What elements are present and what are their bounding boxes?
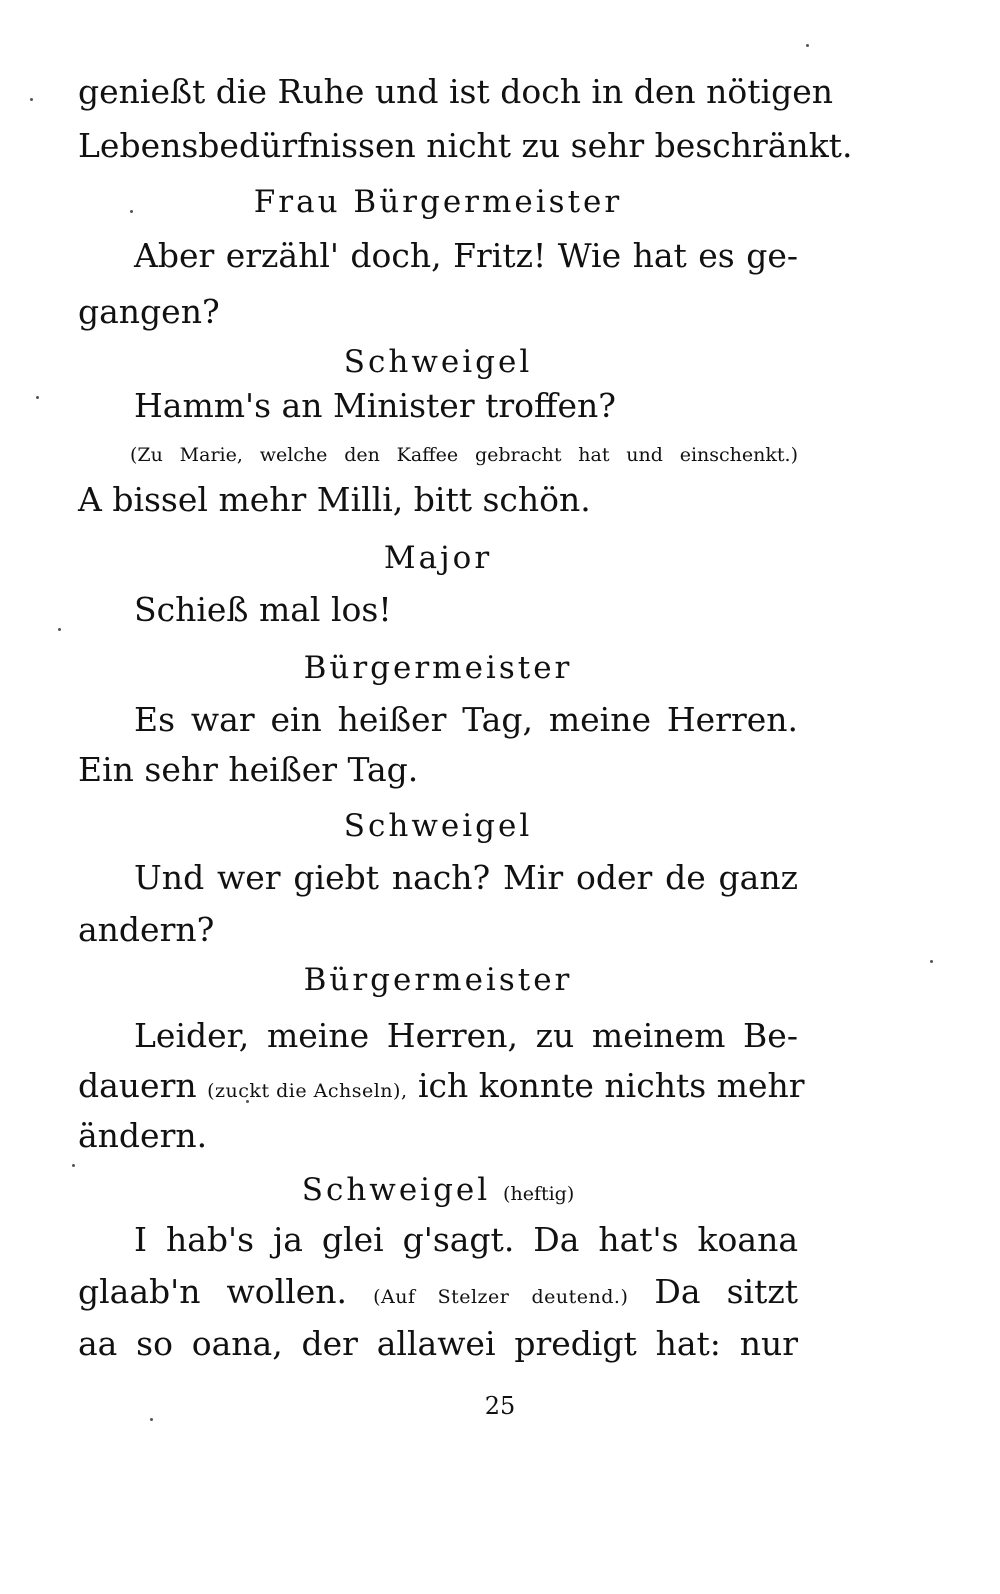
stage-direction: (Zu Marie, welche den Kaffee gebracht hat und einschenkt.) (130, 444, 798, 466)
text-line: aa so oana, der allawei predigt hat: nur (78, 1324, 798, 1363)
speaker-line (78, 1170, 798, 1214)
text-line: gangen? (78, 292, 220, 331)
text-line: Ein sehr heißer Tag. (78, 750, 419, 789)
text-line: A bissel mehr Milli, bitt schön. (78, 480, 591, 519)
text-line (78, 1272, 798, 1317)
speaker-name: Frau Bürgermeister (253, 184, 623, 220)
text-line: I hab's ja glei g'sagt. Da hat's koana (134, 1220, 798, 1259)
page-number: 25 (484, 1392, 516, 1420)
text-fragment: Da sitzt (654, 1272, 798, 1311)
text-fragment: dauern (78, 1066, 197, 1105)
speaker-name: Major (383, 540, 493, 576)
stage-direction: (zuckt die Achseln), (207, 1080, 408, 1102)
text-line: Schieß mal los! (134, 590, 392, 629)
text-line: andern? (78, 910, 215, 949)
text-line: Es war ein heißer Tag, meine Herren. (134, 700, 798, 739)
text-line (78, 1066, 805, 1111)
print-speck (30, 98, 33, 101)
speaker-name: Schweigel (301, 1172, 491, 1208)
print-speck (806, 44, 809, 47)
print-speck (36, 396, 39, 399)
print-speck (72, 1164, 75, 1167)
text-line: Leider, meine Herren, zu meinem Be- (134, 1016, 798, 1055)
speaker-name: Schweigel (343, 808, 533, 844)
text-line: Und wer giebt nach? Mir oder de ganz (134, 858, 798, 897)
text-line: Aber erzähl' doch, Fritz! Wie hat es ge- (134, 236, 798, 275)
print-speck (930, 960, 933, 963)
print-speck (58, 628, 61, 631)
text-line: ändern. (78, 1116, 208, 1155)
speaker-name: Schweigel (343, 344, 533, 380)
stage-direction: (heftig) (503, 1183, 575, 1205)
text-line: Lebensbedürfnissen nicht zu sehr beschränkt. (78, 126, 853, 165)
speaker-name: Bürgermeister (303, 962, 573, 998)
text-fragment: ich konnte nichts mehr (418, 1066, 805, 1105)
stage-direction: (Auf Stelzer deutend.) (373, 1286, 629, 1308)
text-line: Hamm's an Minister troffen? (134, 386, 616, 425)
speaker-name: Bürgermeister (303, 650, 573, 686)
text-line: genießt die Ruhe und ist doch in den nötigen (78, 72, 833, 111)
text-fragment: glaab'n wollen. (78, 1272, 348, 1311)
